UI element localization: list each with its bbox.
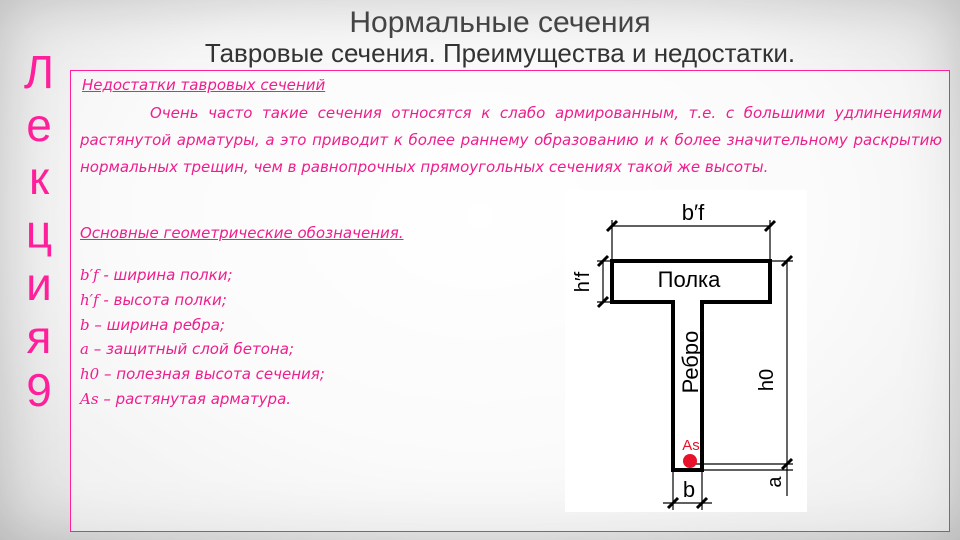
definition-separator: – (93, 340, 102, 359)
definition-separator: – (94, 315, 102, 334)
definition-item (80, 365, 370, 390)
definition-item (80, 266, 370, 291)
definition-symbol: a (80, 340, 89, 359)
definition-text: высота полки; (113, 290, 227, 309)
cover-label: a (764, 476, 786, 488)
side-title-letter: е (26, 99, 52, 151)
definition-text: ширина ребра; (106, 315, 225, 334)
rib-width-label: b (682, 477, 696, 502)
side-title-letter: и (26, 258, 52, 310)
effective-height-label: h0 (756, 368, 778, 392)
t-section-diagram (565, 190, 807, 512)
rebar-label: As (682, 437, 700, 454)
notation-heading: Основные геометрические обозначения. (80, 224, 404, 242)
definition-item (80, 291, 370, 316)
definition-symbol: h′f (80, 290, 99, 309)
slide-title: Нормальные сечения (349, 6, 651, 39)
definition-separator: - (103, 290, 109, 309)
side-title-letter: ц (25, 205, 53, 257)
drawbacks-heading: Недостатки тавровых сечений (82, 76, 326, 94)
definition-separator: – (104, 365, 112, 384)
flange-label: Полка (657, 267, 721, 292)
definition-text: растянутая арматура. (115, 389, 292, 408)
rib-label: Ребро (678, 330, 703, 394)
definition-item (80, 390, 370, 415)
side-title-letter: 9 (26, 364, 52, 416)
side-title-letter: я (26, 311, 52, 363)
flange-width-label: b′f (681, 200, 705, 225)
definition-separator: - (103, 266, 109, 284)
side-title-letter: Л (23, 46, 55, 98)
definition-item (80, 340, 370, 365)
flange-height-label: h′f (572, 271, 594, 293)
notation-list (80, 266, 370, 415)
slide-subtitle: Тавровые сечения. Преимущества и недостатки. (204, 38, 796, 68)
t-section-svg (565, 190, 807, 512)
side-title-letter: к (28, 152, 50, 204)
definition-symbol: h0 (80, 365, 100, 384)
rebar-dot (683, 454, 697, 468)
definition-text: полезная высота сечения; (116, 365, 325, 384)
definition-symbol: b (80, 315, 90, 334)
definition-text: ширина полки; (113, 266, 233, 284)
definition-symbol: b′f (80, 266, 99, 284)
definition-text: защитный слой бетона; (106, 340, 294, 359)
definition-item (80, 316, 370, 341)
vertical-lecture-title (14, 46, 64, 417)
definition-separator: – (103, 389, 111, 408)
drawbacks-paragraph: Очень часто такие сечения относятся к слабо армированным, т.е. с большими удлинениями растянутой арматуры, а это приводит к более раннему образованию и к более значительному раскрытию нормальных трещин, чем в равнопрочных прямоугольных сечениях такой же высоты. (80, 104, 942, 176)
definition-symbol: As (80, 389, 99, 408)
